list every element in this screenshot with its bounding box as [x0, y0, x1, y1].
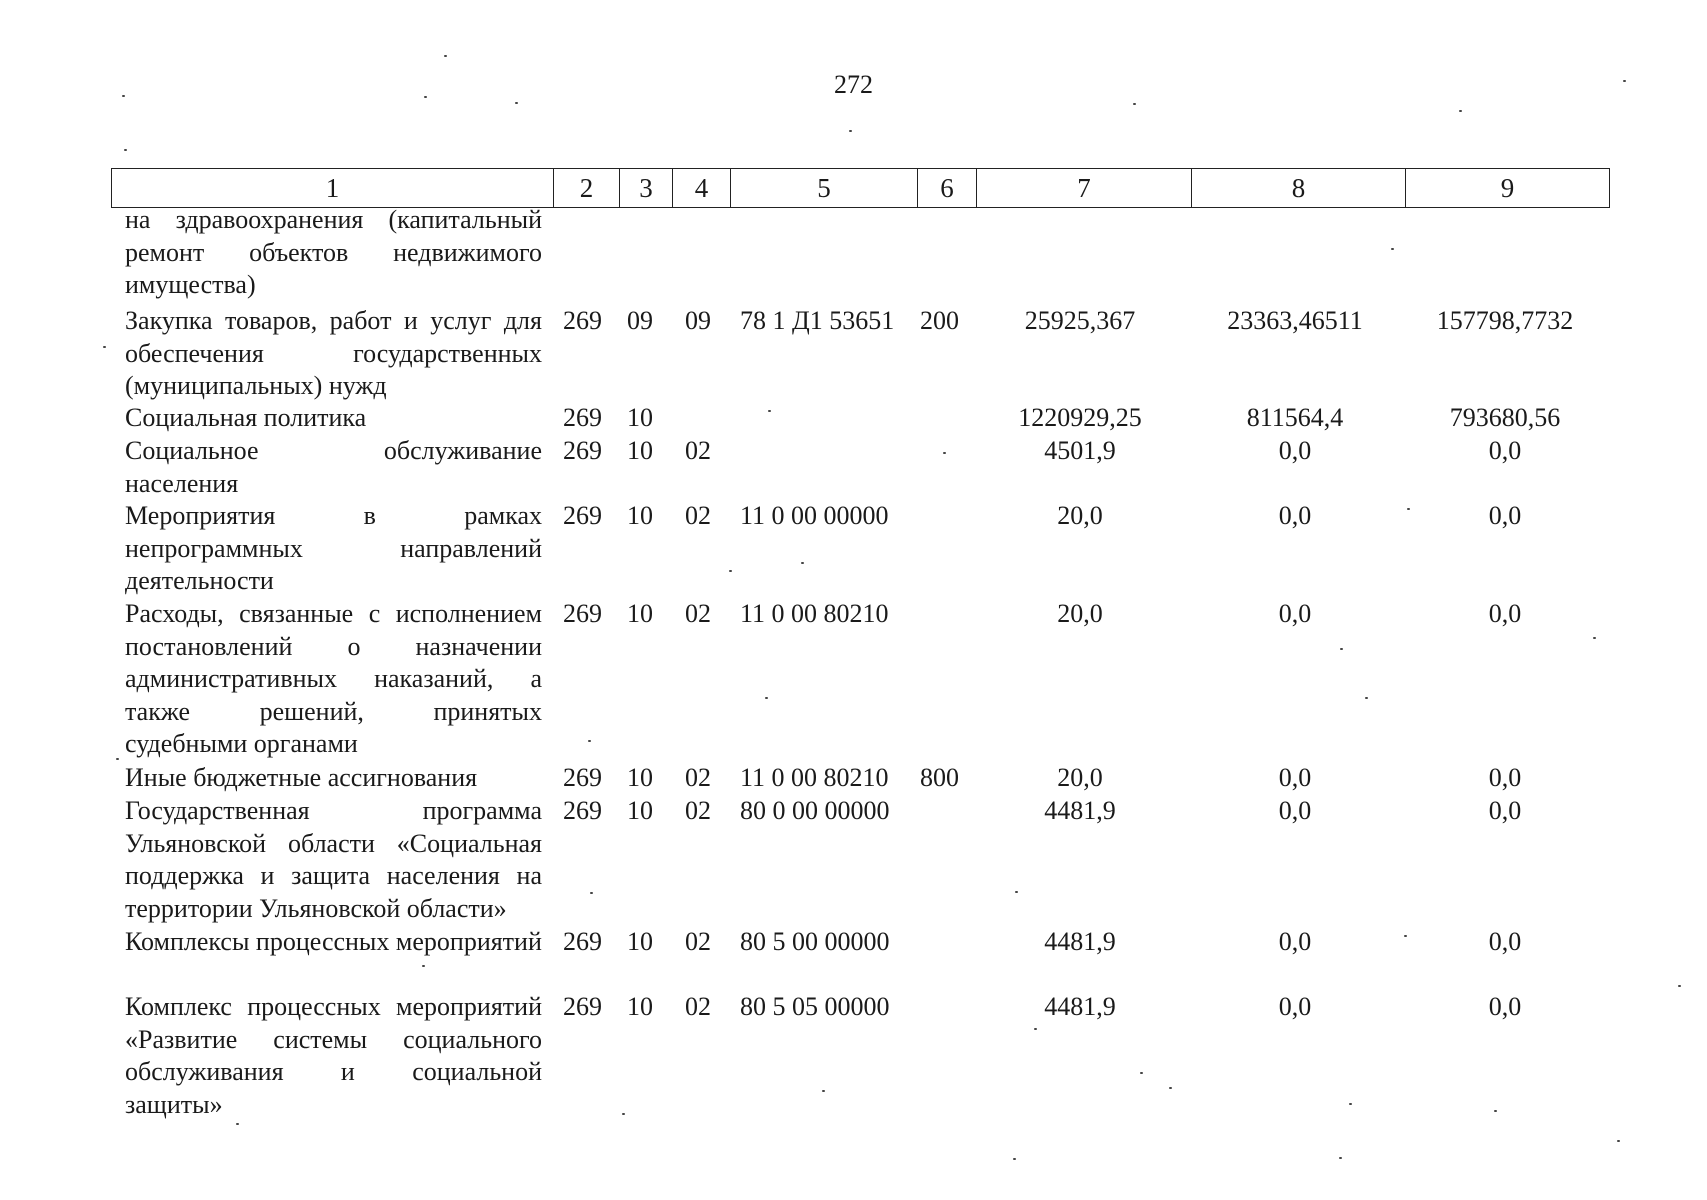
scan-speck [1391, 248, 1394, 250]
row-value-7: 4481,9 [1044, 927, 1116, 956]
row-name: Социальная политика [125, 403, 367, 432]
row-value-9: 0,0 [1488, 436, 1522, 465]
row-value-8: 0,0 [1278, 927, 1312, 956]
row-value-8: 0,0 [1278, 436, 1312, 465]
row-value-8: 811564,4 [1246, 403, 1344, 432]
scan-speck [422, 965, 425, 967]
scan-speck [1349, 1103, 1352, 1105]
row-value-7: 4501,9 [1044, 436, 1116, 465]
row-code-3: 10 [627, 599, 653, 628]
scan-speck [122, 95, 125, 97]
row-code-3: 10 [627, 796, 653, 825]
column-header-6: 6 [918, 169, 977, 208]
row-code-2: 269 [563, 992, 602, 1021]
row-code-3: 10 [627, 927, 653, 956]
scan-speck [1623, 80, 1626, 82]
row-code-2: 269 [563, 306, 602, 335]
row-value-9: 157798,7732 [1436, 306, 1574, 335]
row-code-5: 80 5 05 00000 [740, 992, 890, 1021]
scan-speck [801, 562, 804, 564]
row-value-8: 0,0 [1278, 763, 1312, 792]
row-value-9: 0,0 [1488, 992, 1522, 1021]
row-name: на здравоохранения (капитальный ремонт объектов недвижимого имущества) [125, 205, 542, 299]
row-code-3: 10 [627, 403, 653, 432]
row-code-6: 800 [920, 763, 959, 792]
scan-speck [1407, 508, 1410, 510]
row-code-5: 80 0 00 00000 [740, 796, 890, 825]
row-code-5: 78 1 Д1 53651 [740, 306, 895, 335]
scan-speck [1459, 110, 1462, 112]
scan-speck [1404, 935, 1407, 937]
row-code-4: 02 [685, 992, 711, 1021]
scan-speck [588, 740, 591, 742]
row-value-8: 0,0 [1278, 992, 1312, 1021]
column-header-4: 4 [673, 169, 731, 208]
row-code-3: 10 [627, 501, 653, 530]
scan-speck [622, 1113, 625, 1115]
row-name: Мероприятия в рамках непрограммных направлений деятельности [125, 501, 542, 595]
row-name: Расходы, связанные с исполнением постановлений о назначении административных наказаний, а также решений, принятых судебными органами [125, 599, 542, 758]
row-code-2: 269 [563, 599, 602, 628]
row-value-7: 1220929,25 [1018, 403, 1142, 432]
row-code-4: 02 [685, 436, 711, 465]
column-header-1: 1 [112, 169, 554, 208]
row-name: Иные бюджетные ассигнования [125, 763, 478, 792]
row-value-9: 0,0 [1488, 763, 1522, 792]
column-header-7: 7 [977, 169, 1192, 208]
row-value-8: 0,0 [1278, 599, 1312, 628]
row-code-2: 269 [563, 796, 602, 825]
row-code-2: 269 [563, 436, 602, 465]
row-name: Государственная программа Ульяновской области «Социальная поддержка и защита населения на территории Ульяновской области» [125, 796, 542, 923]
column-header-2: 2 [554, 169, 620, 208]
scan-speck [515, 102, 518, 104]
scan-speck [1365, 697, 1368, 699]
scan-speck [1169, 1087, 1172, 1089]
row-value-9: 0,0 [1488, 927, 1522, 956]
row-value-8: 0,0 [1278, 501, 1312, 530]
page-number: 272 [834, 70, 873, 99]
row-value-9: 793680,56 [1449, 403, 1561, 432]
scan-speck [1494, 1110, 1497, 1112]
scan-speck [943, 452, 946, 454]
row-code-3: 10 [627, 992, 653, 1021]
row-value-7: 20,0 [1057, 599, 1103, 628]
scan-speck [424, 96, 427, 98]
row-code-5: 80 5 00 00000 [740, 927, 890, 956]
row-code-3: 10 [627, 763, 653, 792]
row-code-3: 10 [627, 436, 653, 465]
row-value-8: 23363,46511 [1227, 306, 1363, 335]
scan-speck [1593, 637, 1596, 639]
row-code-4: 02 [685, 501, 711, 530]
row-value-7: 20,0 [1057, 763, 1103, 792]
row-name: Комплексы процессных мероприятий [125, 927, 542, 956]
row-code-5: 11 0 00 00000 [740, 501, 889, 530]
scan-speck [849, 130, 852, 132]
row-code-4: 02 [685, 763, 711, 792]
scan-speck [1617, 1140, 1620, 1142]
row-code-4: 02 [685, 796, 711, 825]
row-code-5: 11 0 00 80210 [740, 599, 889, 628]
scan-speck [1015, 891, 1018, 893]
scan-speck [1013, 1158, 1016, 1160]
column-header-9: 9 [1406, 169, 1610, 208]
scan-speck [1140, 1072, 1143, 1074]
row-code-3: 09 [627, 306, 653, 335]
scan-speck [590, 892, 593, 894]
row-code-2: 269 [563, 927, 602, 956]
column-header-8: 8 [1192, 169, 1406, 208]
scan-speck [103, 346, 106, 348]
row-code-2: 269 [563, 403, 602, 432]
row-value-7: 4481,9 [1044, 796, 1116, 825]
scan-speck [822, 1090, 825, 1092]
scan-speck [1340, 648, 1343, 650]
row-value-7: 20,0 [1057, 501, 1103, 530]
row-code-6: 200 [920, 306, 959, 335]
scan-speck [729, 570, 732, 572]
row-value-8: 0,0 [1278, 796, 1312, 825]
row-code-2: 269 [563, 763, 602, 792]
scan-speck [444, 55, 447, 57]
scan-speck [768, 410, 771, 412]
row-code-4: 02 [685, 599, 711, 628]
scan-speck [236, 1123, 239, 1125]
row-code-2: 269 [563, 501, 602, 530]
scan-speck [1133, 103, 1136, 105]
row-value-9: 0,0 [1488, 599, 1522, 628]
row-value-9: 0,0 [1488, 501, 1522, 530]
scan-speck [116, 758, 119, 760]
row-value-7: 25925,367 [1024, 306, 1136, 335]
row-value-9: 0,0 [1488, 796, 1522, 825]
row-name: Комплекс процессных мероприятий «Развитие системы социального обслуживания и социальной защиты» [125, 992, 542, 1119]
row-name: Социальное обслуживание населения [125, 436, 542, 498]
row-code-4: 09 [685, 306, 711, 335]
row-value-7: 4481,9 [1044, 992, 1116, 1021]
row-code-4: 02 [685, 927, 711, 956]
column-header-5: 5 [731, 169, 918, 208]
column-header-3: 3 [620, 169, 673, 208]
row-code-5: 11 0 00 80210 [740, 763, 889, 792]
scan-speck [765, 697, 768, 699]
scan-speck [124, 149, 127, 151]
row-name: Закупка товаров, работ и услуг для обеспечения государственных (муниципальных) нужд [125, 306, 542, 400]
scan-speck [1034, 1028, 1037, 1030]
scan-speck [1339, 1157, 1342, 1159]
scan-speck [1678, 985, 1681, 987]
